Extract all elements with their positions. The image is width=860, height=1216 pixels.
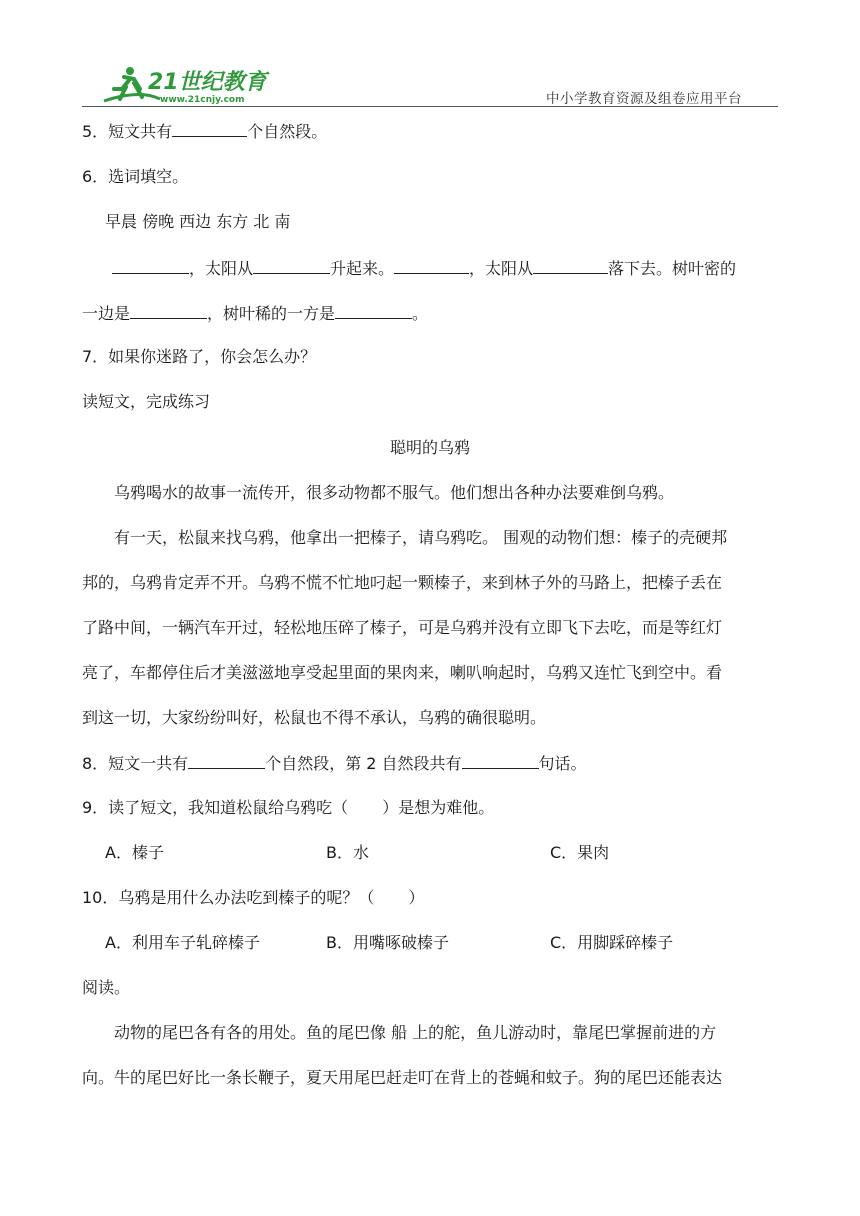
option-b[interactable]: B．用嘴啄破榛子: [326, 933, 449, 952]
passage-instruction: 阅读。: [82, 978, 131, 997]
passage-line: 有一天，松鼠来找乌鸦，他拿出一把榛子，请乌鸦吃。 围观的动物们想：榛子的壳硬邦: [114, 528, 728, 547]
passage-line: 乌鸦喝水的故事一流传开，很多动物都不服气。他们想出各种办法要难倒乌鸦。: [114, 483, 675, 502]
question-5: 5．短文共有 个自然段。: [82, 122, 328, 141]
passage-line: 了路中间，一辆汽车开过，轻松地压碎了榛子，可是乌鸦并没有立即飞下去吃，而是等红灯: [82, 618, 723, 637]
passage-line: 邦的，乌鸦肯定弄不开。乌鸦不慌不忙地叼起一颗榛子，来到林子外的马路上，把榛子丢在: [82, 573, 723, 592]
passage-line: 到这一切，大家纷纷叫好，松鼠也不得不承认，乌鸦的确很聪明。: [82, 708, 547, 727]
answer-blank[interactable]: [112, 257, 189, 274]
word-options: 早晨 傍晚 西边 东方 北 南: [105, 212, 291, 231]
logo: [100, 59, 290, 105]
question-9: 9．读了短文，我知道松鼠给乌鸦吃（ ）是想为难他。: [82, 798, 495, 817]
option-c[interactable]: C．用脚踩碎榛子: [550, 933, 674, 952]
passage-line: 向。牛的尾巴好比一条长鞭子，夏天用尾巴赶走叮在背上的苍蝇和蚊子。狗的尾巴还能表达: [82, 1068, 723, 1087]
answer-blank[interactable]: [462, 752, 539, 769]
question-7: 7．如果你迷路了，你会怎么办？: [82, 347, 317, 366]
question-6-line-1: ，太阳从 升起来。 ，太阳从 落下去。树叶密的: [112, 257, 736, 280]
question-6-title: 6．选词填空。: [82, 167, 189, 186]
answer-blank[interactable]: [188, 752, 265, 769]
answer-blank[interactable]: [130, 302, 207, 319]
answer-blank[interactable]: [335, 302, 412, 319]
passage-line: 亮了，车都停住后才美滋滋地享受起里面的果肉来，喇叭响起时，乌鸦又连忙飞到空中。看: [82, 663, 723, 682]
answer-blank[interactable]: [253, 257, 330, 274]
answer-blank[interactable]: [394, 257, 469, 274]
question-8: 8．短文一共有 个自然段，第 2 自然段共有 句话。: [82, 754, 587, 773]
option-c[interactable]: C．果肉: [550, 843, 610, 862]
passage-line: 动物的尾巴各有各的用处。鱼的尾巴像 船 上的舵，鱼儿游动时，靠尾巴掌握前进的方: [114, 1023, 717, 1042]
passage-instruction: 读短文，完成练习: [82, 392, 211, 411]
passage-title: 聪明的乌鸦: [389, 438, 470, 457]
option-a[interactable]: A．榛子: [105, 843, 164, 862]
page-header: [82, 55, 778, 107]
answer-blank[interactable]: [172, 120, 247, 137]
question-6-line-2: 一边是 ，树叶稀的一方是 。: [82, 304, 429, 323]
platform-name: 中小学教育资源及组卷应用平台: [546, 91, 742, 107]
answer-blank[interactable]: [533, 257, 608, 274]
logo-url: www.21cnjy.com: [160, 95, 245, 105]
question-10: 10．乌鸦是用什么办法吃到榛子的呢？（ ）: [82, 888, 425, 907]
option-b[interactable]: B．水: [326, 843, 369, 862]
option-a[interactable]: A．利用车子轧碎榛子: [105, 933, 260, 952]
header-divider: [82, 106, 778, 107]
logo-text: 21世纪教育: [148, 70, 267, 95]
